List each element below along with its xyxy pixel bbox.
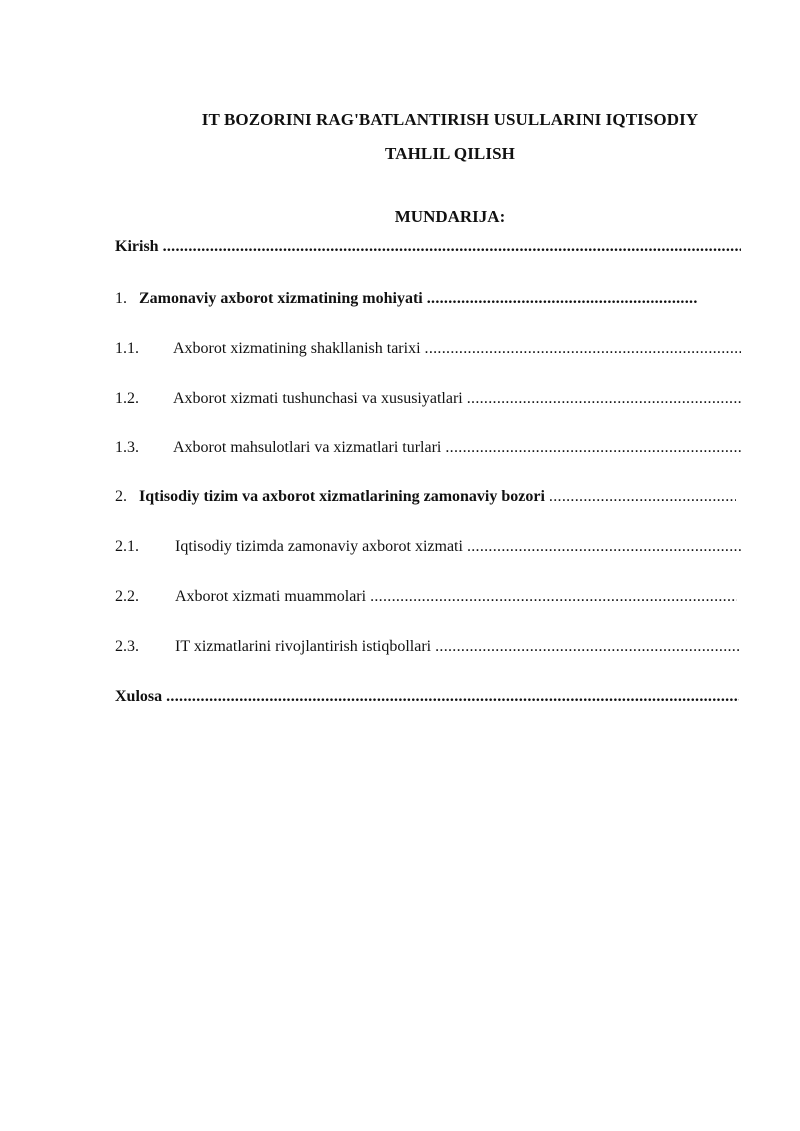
toc-entry-1-3[interactable] <box>115 439 741 461</box>
toc-leader-dots <box>445 439 741 457</box>
toc-entry-number: 1.3. <box>115 439 139 456</box>
toc-entry-number: 2.1. <box>115 538 139 555</box>
toc-leader-dots <box>427 290 697 308</box>
toc-leader-dots <box>163 238 741 256</box>
toc-entry-label: Axborot mahsulotlari va xizmatlari turlari <box>173 439 442 456</box>
toc-leader-dots <box>549 488 736 506</box>
toc-entry-1[interactable] <box>115 290 697 312</box>
toc-entry-xulosa[interactable] <box>115 688 739 710</box>
toc-leader-dots <box>435 638 741 656</box>
toc-entry-number: 1.1. <box>115 340 139 357</box>
toc-entry-1-2[interactable] <box>115 390 741 412</box>
toc-leader-dots <box>166 688 739 706</box>
toc-entry-number: 1.2. <box>115 390 139 407</box>
document-title-line-2: TAHLIL QILISH <box>385 144 515 163</box>
toc-entry-2-1[interactable] <box>115 538 741 560</box>
toc-entry-2-3[interactable] <box>115 638 741 660</box>
toc-entry-2[interactable] <box>115 488 736 510</box>
toc-leader-dots <box>370 588 737 606</box>
toc-leader-dots <box>467 390 741 408</box>
toc-entry-label: Iqtisodiy tizim va axborot xizmatlarining zamonaviy bozori <box>139 488 545 505</box>
toc-entry-label: Zamonaviy axborot xizmatining mohiyati <box>139 290 423 307</box>
toc-entry-label: Kirish <box>115 238 159 255</box>
toc-entry-label: Xulosa <box>115 688 163 705</box>
toc-entry-number: 2. <box>115 488 127 505</box>
toc-entry-number: 1. <box>115 290 127 307</box>
toc-entry-label: Iqtisodiy tizimda zamonaviy axborot xizmati <box>175 538 463 555</box>
toc-entry-2-2[interactable] <box>115 588 737 610</box>
toc-entry-kirish[interactable] <box>115 238 741 260</box>
toc-entry-label: Axborot xizmatining shakllanish tarixi <box>173 340 421 357</box>
document-title-line-1: IT BOZORINI RAG'BATLANTIRISH USULLARINI IQTISODIY <box>201 110 699 129</box>
toc-heading: MUNDARIJA: <box>394 207 506 226</box>
toc-entry-number: 2.3. <box>115 638 139 655</box>
toc-entry-label: Axborot xizmati muammolari <box>175 588 367 605</box>
toc-entry-label: IT xizmatlarini rivojlantirish istiqbollari <box>175 638 432 655</box>
toc-leader-dots <box>425 340 741 358</box>
toc-entry-label: Axborot xizmati tushunchasi va xususiyatlari <box>173 390 463 407</box>
toc-entry-1-1[interactable] <box>115 340 741 362</box>
toc-entry-number: 2.2. <box>115 588 139 605</box>
toc-leader-dots <box>467 538 741 556</box>
